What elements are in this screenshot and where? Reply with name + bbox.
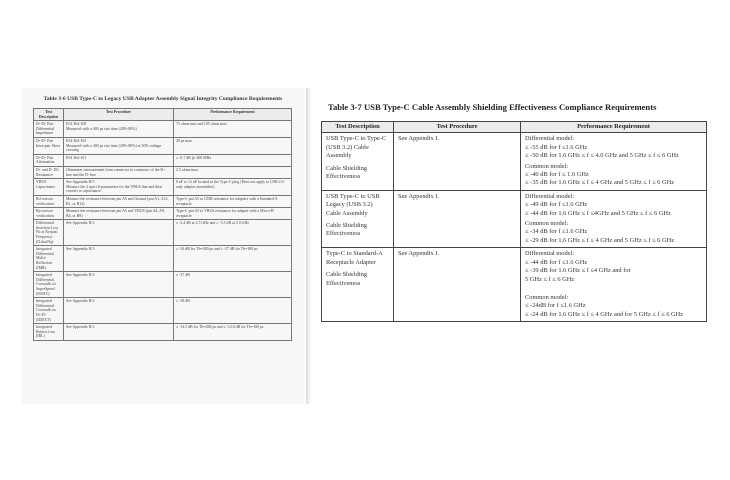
- table-row: [34, 166, 292, 178]
- table-row: [34, 179, 292, 196]
- test-procedure-cell: [64, 137, 174, 154]
- table-row: [34, 195, 292, 207]
- requirement-line: ≤ -29 dB for 1.6 GHz ≤ f ≤ 4 GHz and 5 GHz ≤ f ≤ 6 GHz: [525, 236, 675, 244]
- procedure-line: See Appendix H.3: [66, 221, 95, 226]
- performance-requirement-cell: 2.5 ohms max.: [174, 166, 292, 178]
- performance-requirement-cell: ≥ -2.4 dB at 2.5 GHz and ≥ -3.5 dB at 5.0 GHz: [174, 220, 292, 246]
- column-header: Test Procedure: [394, 122, 521, 133]
- procedure-line: Measure the resistance between pin A5 and Ground (pin A1, A12, B1, or B12): [66, 196, 169, 206]
- signal-integrity-table: [33, 108, 292, 341]
- procedure-line: See Appendix H.3: [66, 273, 95, 278]
- test-procedure-cell: [64, 298, 174, 324]
- table-row: [34, 137, 292, 154]
- requirement-line: 5 GHz ≤ f ≤ 6 GHz: [525, 275, 575, 283]
- performance-requirement-cell: [521, 190, 707, 247]
- table-row: [34, 154, 292, 166]
- procedure-line: Measured with a 400 ps rise time (20%-80%): [66, 126, 137, 131]
- shielding-effectiveness-table: [321, 121, 707, 322]
- requirement-line: Common model:: [525, 293, 569, 301]
- requirement-line: ≤ -49 dB for f ≤1.6 GHz: [525, 201, 588, 209]
- performance-requirement-cell: ≥ -0.7 dB @ 400 MHz: [174, 154, 292, 166]
- table-row: [322, 133, 707, 190]
- procedure-line: See Appendix H.3: [66, 247, 95, 252]
- test-procedure-cell: See Appendix I.: [394, 248, 521, 322]
- performance-requirement-cell: [521, 248, 707, 322]
- performance-requirement-cell: ≤ -54 dB for Tb=200 ps and ≤ -27 dB for Tb=100 ps: [174, 246, 292, 272]
- table-row: [34, 220, 292, 246]
- page-fold: [306, 88, 312, 404]
- procedure-line: Measure the resistance between pin A5 and VBUS (pin A4, A9, B4, or B9): [66, 209, 165, 218]
- requirement-line: ≤ -50 dB for 1.6 GHz ≤ f ≤ 4.0 GHz and 5 GHz ≤ f ≤ 6 GHz: [525, 152, 679, 160]
- test-procedure-cell: [64, 208, 174, 220]
- requirement-line: ≤ -40 dB for f ≤ 1.6 GHz: [525, 171, 589, 179]
- test-procedure-cell: See Appendix I.: [394, 133, 521, 190]
- column-header: Performance Requirement: [521, 122, 707, 133]
- requirement-line: Differential model:: [525, 135, 575, 143]
- requirement-line: ≤ -34 dB for f ≤1.6 GHz: [525, 228, 588, 236]
- test-description-cell: Differential Insertion Loss Fit at Nyquist Frequency (ILfitatNq): [34, 220, 64, 246]
- procedure-line: Ohmmeter measurement from connector to connector of the D+ line and the D- line: [66, 167, 166, 177]
- table-row: [322, 248, 707, 322]
- column-header: Performance Requirement: [174, 109, 292, 121]
- requirement-line: ≤ -39 dB for 1.6 GHz ≤ f ≤4 GHz and for: [525, 267, 631, 275]
- requirement-line: ≤ -44 dB for 1.6 GHz ≤ f ≤4GHz and 5 GHz ≤ f ≤ 6 GHz: [525, 209, 671, 217]
- test-description-cell: [322, 248, 394, 322]
- test-procedure-cell: [64, 246, 174, 272]
- test-description-cell: Rd resistor verification: [34, 195, 64, 207]
- test-description-cell: Integrated Differential Crosstalk on D+/D- (IDDXT): [34, 298, 64, 324]
- table-row: [34, 298, 292, 324]
- test-procedure-cell: [64, 220, 174, 246]
- requirement-line: ≤ -44 dB for f ≤1.6 GHz: [525, 258, 588, 266]
- table-row: [34, 246, 292, 272]
- description-line: Cable Shielding Effectiveness: [326, 271, 368, 287]
- table-row: [34, 272, 292, 298]
- procedure-line: Measure the 2 sport S-parameters for the VBUS line and then convert to capacitance.: [66, 184, 162, 194]
- description-line: USB Type-C to Type-C (USB 3.2) Cable Assembly: [326, 135, 387, 160]
- performance-requirement-cell: Type-C pin A5 to GND resistance for adapters with a Standard-A receptacle: [174, 195, 292, 207]
- test-description-cell: VBUS Capacitance: [34, 179, 64, 196]
- description-line: Cable Shielding Effectiveness: [326, 222, 368, 238]
- right-page-scan: [314, 88, 712, 388]
- procedure-line: See Appendix H.3: [66, 299, 95, 304]
- test-procedure-cell: [64, 166, 174, 178]
- test-description-cell: Rp resistor verification: [34, 208, 64, 220]
- test-procedure-cell: [64, 179, 174, 196]
- description-line: Type-C to Standard-A Receptacle Adapter: [326, 250, 383, 266]
- requirement-line: ≤ -24 dB for 1.6 GHz ≤ f ≤ 4 GHz and for 5 GHz ≤ f ≤ 6 GHz: [525, 310, 684, 318]
- test-procedure-cell: [64, 272, 174, 298]
- procedure-line: EIA 364-103: [66, 138, 87, 143]
- performance-requirement-cell: 20 ps max: [174, 137, 292, 154]
- procedure-line: See Appendix H.3: [66, 325, 95, 330]
- procedure-line: EIA 364-108: [66, 122, 87, 127]
- requirement-line: Differential model:: [525, 250, 575, 258]
- performance-requirement-cell: [521, 133, 707, 190]
- requirement-line: Common model:: [525, 162, 569, 170]
- requirement-line: ≤ -24dB for f ≤1.6 GHz: [525, 302, 586, 310]
- test-procedure-cell: [64, 324, 174, 341]
- table-header-row: [34, 109, 292, 121]
- test-procedure-cell: [64, 121, 174, 138]
- requirement-line: ≤ -35 dB for 1.6 GHz ≤ f ≤ 4 GHz and 5 GHz ≤ f ≤ 6 GHz: [525, 179, 675, 187]
- test-description-cell: Integrated Return Loss (IRL): [34, 324, 64, 341]
- performance-requirement-cell: Type-C pin A5 to VBUS resistance for adapter with a Micro-B receptacle: [174, 208, 292, 220]
- test-description-cell: [322, 190, 394, 247]
- test-description-cell: D+/D- Pair Differential Impedance: [34, 121, 64, 138]
- performance-requirement-cell: ≤ -37 dB: [174, 272, 292, 298]
- table-row: [34, 324, 292, 341]
- procedure-line: EIA 364-101: [66, 155, 87, 160]
- test-description-cell: D+ and D- DC Resistance: [34, 166, 64, 178]
- requirement-line: Common model:: [525, 220, 569, 228]
- requirement-line: Differential model:: [525, 192, 575, 200]
- procedure-line: See Appendix H.5: [66, 180, 95, 185]
- table-header-row: [322, 122, 707, 133]
- table-row: [322, 190, 707, 247]
- performance-requirement-cell: ≤ -38 dB: [174, 298, 292, 324]
- performance-requirement-cell: 8 nF to 12 nF located in the Type-C plug (Does not apply to USB 2.0-only adapter assemblies): [174, 179, 292, 196]
- test-description-cell: D+/D- Pair Intra-pair Skew: [34, 137, 64, 154]
- test-description-cell: Integrated Differential Multi-Reflection (IMR): [34, 246, 64, 272]
- requirement-line: ≤ -55 dB for f ≤1.6 GHz: [525, 143, 588, 151]
- column-header: Test Description: [34, 109, 64, 121]
- procedure-line: Measured with a 400 ps rise time (20%-80%) at 50% voltage crossing: [66, 143, 162, 153]
- performance-requirement-cell: ≤ -14.5 dB for Tb=200 ps and ≤ -12.0 dB for Tb=100 ps: [174, 324, 292, 341]
- test-procedure-cell: [64, 195, 174, 207]
- test-description-cell: Integrated Differential Crosstalk on SuperSpeed (ISSXT): [34, 272, 64, 298]
- description-line: Cable Shielding Effectiveness: [326, 164, 368, 181]
- test-description-cell: D+/D- Pair Attenuation: [34, 154, 64, 166]
- left-page-scan: [22, 88, 304, 404]
- description-line: USB Type-C to USB Legacy (USB 3.2) Cable Assembly: [326, 192, 380, 217]
- performance-requirement-cell: 75 ohms min and 105 ohms max: [174, 121, 292, 138]
- test-procedure-cell: [64, 154, 174, 166]
- left-table-title: Table 3-6 USB Type-C to Legacy USB Adapter Assembly Signal Integrity Compliance Requirements: [43, 96, 283, 102]
- test-description-cell: [322, 133, 394, 190]
- table-row: [34, 121, 292, 138]
- column-header: Test Description: [322, 122, 394, 133]
- right-table-title: Table 3-7 USB Type-C Cable Assembly Shielding Effectiveness Compliance Requirements: [328, 102, 657, 112]
- table-row: [34, 208, 292, 220]
- column-header: Test Procedure: [64, 109, 174, 121]
- test-procedure-cell: See Appendix I.: [394, 190, 521, 247]
